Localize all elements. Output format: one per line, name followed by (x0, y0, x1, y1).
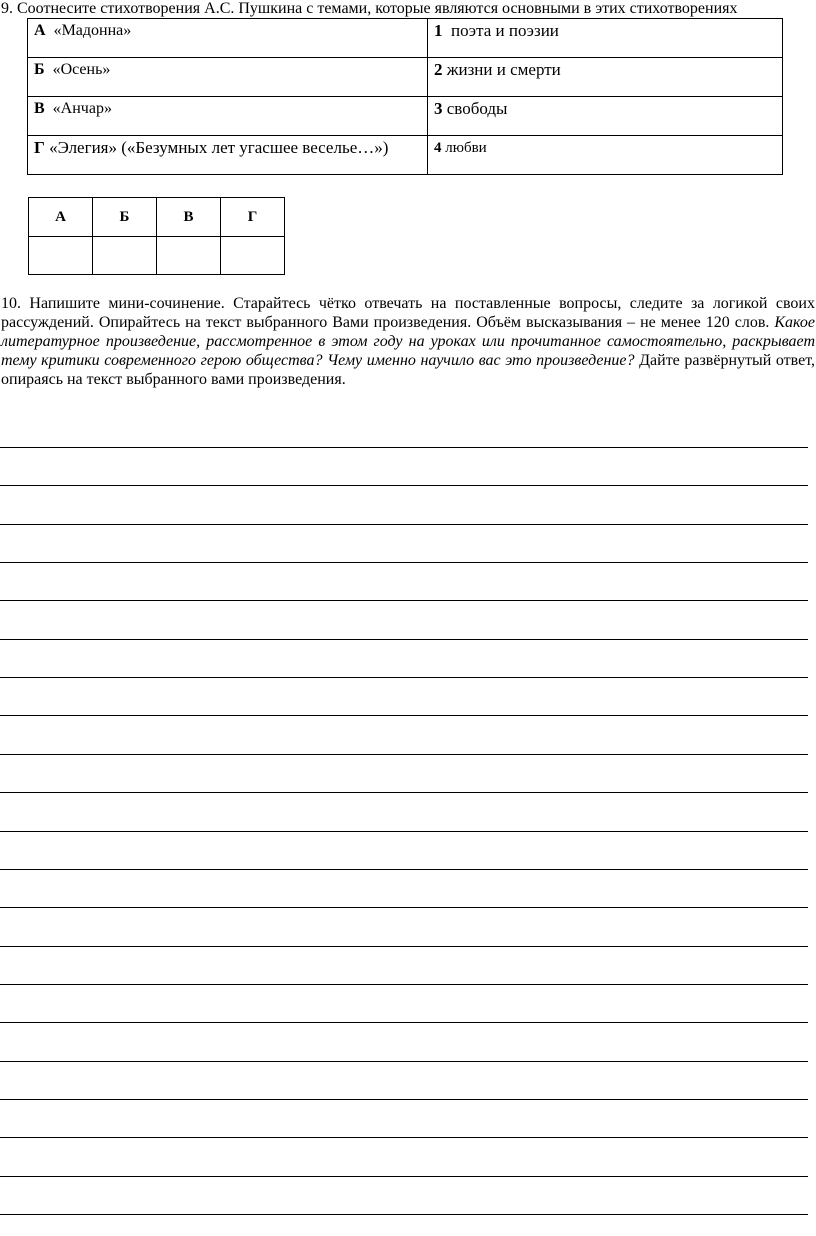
question-10-outro: Дайте развёрнутый ответ, опираясь на текст выбранного вами произведения. (1, 352, 816, 388)
answer-header-cell: Б (93, 198, 157, 237)
poem-cell (28, 136, 428, 175)
answer-header-cell: Г (221, 198, 285, 237)
writing-line[interactable] (0, 715, 808, 716)
answer-input-cell[interactable] (157, 237, 221, 275)
writing-line[interactable] (0, 1061, 808, 1062)
theme-cell (428, 136, 783, 175)
poem-cell (28, 97, 428, 136)
poem-letter: А (34, 22, 46, 39)
table-row (28, 136, 783, 175)
writing-line[interactable] (0, 869, 808, 870)
writing-line[interactable] (0, 524, 808, 525)
theme-number: 1 (434, 21, 443, 40)
theme-number: 2 (434, 60, 443, 79)
writing-line[interactable] (0, 831, 808, 832)
writing-line[interactable] (0, 984, 808, 985)
answer-header-row (29, 198, 285, 237)
answer-input-cell[interactable] (93, 237, 157, 275)
theme-text: свободы (446, 99, 508, 118)
theme-number: 3 (434, 99, 443, 118)
matching-table (27, 18, 783, 175)
table-row (28, 58, 783, 97)
writing-line[interactable] (0, 485, 808, 486)
question-10-prompt: Какое литературное произведение, рассмотренное в этом году на уроках или прочитанное самостоятельно, раскрывает тему критики современного герою общества? Чему именно научило вас это произведение? (1, 314, 816, 369)
table-row (28, 19, 783, 58)
writing-line[interactable] (0, 562, 808, 563)
writing-line[interactable] (0, 600, 808, 601)
writing-line[interactable] (0, 677, 808, 678)
poem-title: «Осень» (52, 61, 111, 78)
theme-number: 4 (434, 140, 442, 156)
writing-line[interactable] (0, 907, 808, 908)
writing-line[interactable] (0, 639, 808, 640)
writing-line[interactable] (0, 447, 808, 448)
writing-line[interactable] (0, 754, 808, 755)
writing-line[interactable] (0, 1099, 808, 1100)
theme-text: любви (445, 140, 487, 156)
theme-text: поэта и поэзии (451, 21, 559, 40)
poem-letter: В (34, 100, 45, 117)
writing-line[interactable] (0, 1176, 808, 1177)
question-9-title: 9. Соотнесите стихотворения А.С. Пушкина с темами, которые являются основными в этих стихотворениях (1, 0, 738, 17)
poem-title: «Мадонна» (53, 22, 132, 39)
question-10 (1, 294, 815, 389)
poem-letter: Б (34, 61, 45, 78)
answer-header-cell: А (29, 198, 93, 237)
theme-text: жизни и смерти (446, 60, 561, 79)
poem-title: «Анчар» (52, 100, 112, 117)
writing-line[interactable] (0, 792, 808, 793)
answer-table (28, 197, 285, 275)
table-row (28, 97, 783, 136)
poem-letter: Г (34, 138, 45, 157)
answer-input-cell[interactable] (221, 237, 285, 275)
poem-title: «Элегия» («Безумных лет угасшее веселье…») (49, 138, 389, 157)
poem-cell (28, 19, 428, 58)
theme-cell (428, 58, 783, 97)
question-10-intro: 10. Напишите мини-сочинение. Старайтесь чётко отвечать на поставленные вопросы, следите за логикой своих рассуждений. Опирайтесь на текст выбранного Вами произведения. Объём высказывания – не менее 120 слов. (1, 295, 815, 331)
answer-input-row (29, 237, 285, 275)
writing-line[interactable] (0, 1137, 808, 1138)
writing-line[interactable] (0, 946, 808, 947)
poem-cell (28, 58, 428, 97)
answer-header-cell: В (157, 198, 221, 237)
writing-line[interactable] (0, 1214, 808, 1215)
writing-line[interactable] (0, 1022, 808, 1023)
answer-input-cell[interactable] (29, 237, 93, 275)
theme-cell (428, 19, 783, 58)
theme-cell (428, 97, 783, 136)
